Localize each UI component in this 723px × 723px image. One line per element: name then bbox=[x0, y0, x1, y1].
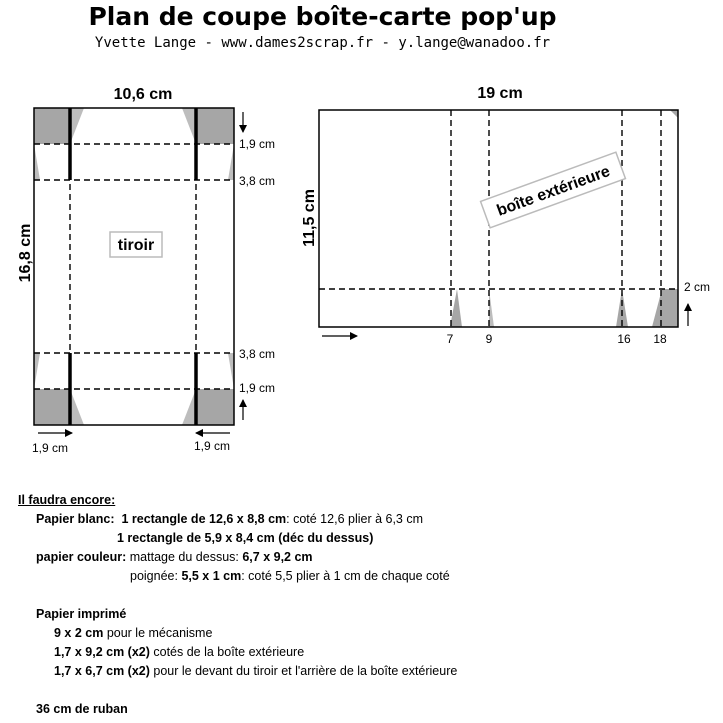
author-line: Yvette Lange - www.dames2scrap.fr - y.lange@wanadoo.fr bbox=[94, 35, 551, 51]
imprime-3-dims: 1,7 x 6,7 cm (x2) bbox=[54, 664, 150, 678]
mattage-text: mattage du dessus: bbox=[126, 550, 243, 564]
poignee-text: poignée: bbox=[130, 569, 182, 583]
poignee-note: : coté 5,5 plier à 1 cm de chaque coté bbox=[241, 569, 450, 583]
wedge bbox=[228, 144, 234, 180]
tiroir-right-label: 3,8 cm bbox=[239, 174, 276, 188]
imprime-2-note: cotés de la boîte extérieure bbox=[149, 645, 305, 659]
papier-blanc-1-dims: 1 rectangle de 12,6 x 8,8 cm bbox=[121, 512, 287, 526]
corner-notch bbox=[670, 110, 678, 118]
papier-blanc-label: Papier blanc: bbox=[36, 512, 115, 526]
tiroir-right-label: 1,9 cm bbox=[239, 381, 276, 395]
imprime-3-note: pour le devant du tiroir et l'arrière de la boîte extérieure bbox=[149, 664, 458, 678]
tiroir-bottom-right-label: 1,9 cm bbox=[194, 439, 231, 453]
poignee-line bbox=[130, 567, 450, 586]
boite-mark: 9 bbox=[485, 332, 493, 346]
tiroir-outline bbox=[34, 108, 234, 425]
tiroir-height-label: 16,8 cm bbox=[17, 223, 34, 283]
page-title: Plan de coupe boîte-carte pop'up bbox=[88, 2, 557, 31]
mattage-dims: 6,7 x 9,2 cm bbox=[242, 550, 313, 564]
imprime-2-dims: 1,7 x 9,2 cm (x2) bbox=[54, 645, 150, 659]
tiroir-right-label: 1,9 cm bbox=[239, 137, 276, 151]
wedge bbox=[489, 289, 494, 327]
wedge bbox=[70, 108, 84, 144]
corner-square-tr bbox=[196, 108, 234, 144]
boite-mark: 16 bbox=[617, 332, 631, 346]
papier-couleur-line bbox=[36, 548, 313, 567]
boite-width-label: 19 cm bbox=[477, 85, 523, 102]
imprime-line-1 bbox=[54, 624, 212, 643]
tiroir-width-label: 10,6 cm bbox=[113, 86, 173, 103]
wedge bbox=[34, 353, 40, 389]
imprime-line-3 bbox=[54, 662, 457, 681]
imprime-line-2 bbox=[54, 643, 304, 662]
imprime-1-note: pour le mécanisme bbox=[103, 626, 213, 640]
wedge bbox=[182, 389, 196, 425]
notes-heading: Il faudra encore: bbox=[18, 493, 116, 507]
corner-square-br bbox=[196, 389, 234, 425]
boite-mark: 7 bbox=[446, 332, 454, 346]
ruban-line: 36 cm de ruban bbox=[36, 702, 128, 716]
tiroir-label: tiroir bbox=[117, 237, 155, 254]
imprime-1-dims: 9 x 2 cm bbox=[54, 626, 104, 640]
wedge bbox=[450, 289, 462, 327]
poignee-dims: 5,5 x 1 cm bbox=[181, 569, 242, 583]
corner-flap bbox=[652, 289, 678, 327]
papier-couleur-label: papier couleur: bbox=[36, 550, 127, 564]
papier-blanc-2-dims: 1 rectangle de 5,9 x 8,4 cm (déc du dessus) bbox=[117, 531, 374, 545]
boite-mark: 18 bbox=[653, 332, 667, 346]
corner-square-bl bbox=[34, 389, 70, 425]
tiroir-bottom-left-label: 1,9 cm bbox=[32, 441, 69, 455]
papier-blanc-line-2 bbox=[117, 529, 373, 548]
papier-blanc-line-1 bbox=[36, 510, 423, 529]
boite-plan bbox=[301, 85, 710, 346]
tiroir-plan bbox=[17, 86, 275, 455]
papier-blanc-1-note: : coté 12,6 plier à 6,3 cm bbox=[286, 512, 424, 526]
wedge bbox=[70, 389, 84, 425]
boite-label: boîte extérieure bbox=[494, 163, 613, 220]
boite-right-label: 2 cm bbox=[684, 280, 711, 294]
wedge bbox=[182, 108, 196, 144]
corner-square-tl bbox=[34, 108, 70, 144]
wedge bbox=[228, 353, 234, 389]
papier-imprime-label: Papier imprimé bbox=[36, 607, 127, 621]
boite-height-label: 11,5 cm bbox=[301, 189, 318, 247]
wedge bbox=[34, 144, 40, 180]
tiroir-right-label: 3,8 cm bbox=[239, 347, 276, 361]
